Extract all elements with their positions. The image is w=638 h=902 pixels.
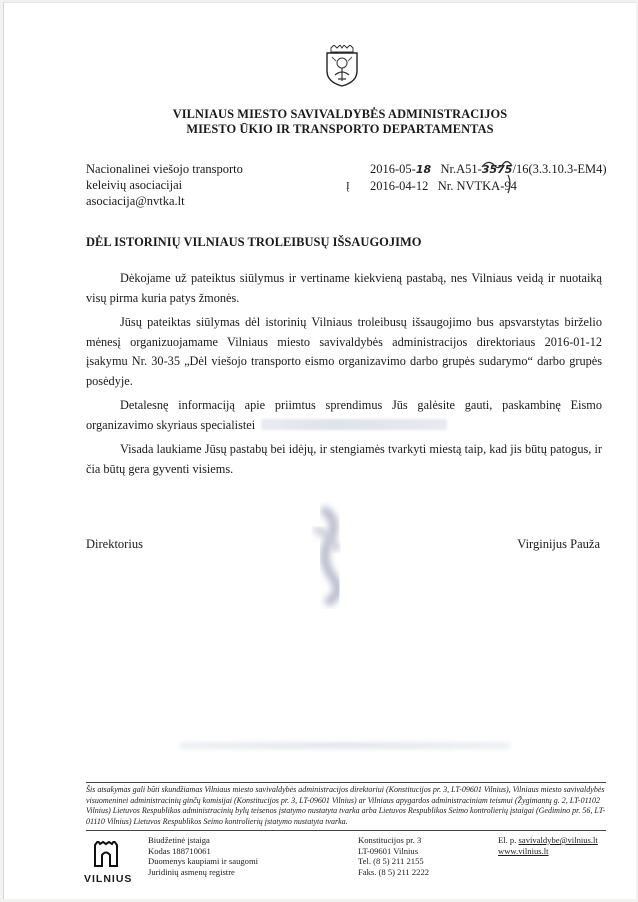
footer-web-link[interactable]: www.vilnius.lt: [498, 845, 549, 856]
footer-col1-line-2: Kodas 188710061: [148, 845, 211, 856]
redacted-name: [261, 419, 447, 430]
recipient-block: [86, 161, 243, 209]
body-paragraph-1: Dėkojame už pateiktus siūlymus ir vertiname kiekvieną pastabą, nes Vilniaus veidą ir nuotaiką visų pirma kuria patys žmonės.: [86, 271, 602, 305]
outgoing-number-prefix: Nr.A51-: [440, 162, 482, 176]
outgoing-number-suffix: /16(3.3.10.3-EM4): [512, 162, 607, 176]
body-paragraph-3-text: Detalesnę informaciją apie priimtus sprendimus Jūs galėsite gauti, paskambinę Eismo organizavimo skyriaus specialistei: [86, 398, 602, 432]
footer-col2-line-2: LT-09601 Vilnius: [358, 845, 419, 856]
incoming-number: Nr. NVTKA-94: [437, 179, 517, 193]
coat-of-arms-icon: [324, 45, 360, 87]
subject-line: DĖL ISTORINIŲ VILNIAUS TROLEIBUSŲ IŠSAUGOJIMO: [86, 235, 422, 249]
signatory-name: Virginijus Pauža: [517, 537, 600, 551]
footer-col2-line-3: Tel. (8 5) 211 2155: [358, 856, 424, 867]
footer-col1-line-4: Juridinių asmenų registre: [148, 866, 235, 877]
signatory-role: Direktorius: [86, 537, 143, 551]
footer-legal-info: [148, 835, 258, 877]
letter-page: [3, 2, 636, 899]
vilnius-logo-text: VILNIUS: [84, 873, 133, 885]
organization-heading: [4, 107, 636, 137]
footer-col1-line-1: Biudžetinė įstaiga: [148, 835, 210, 845]
redacted-line: [180, 742, 510, 749]
outgoing-date: 2016-05-: [370, 162, 416, 176]
recipient-line-1: Nacionalinei viešojo transporto: [86, 162, 243, 176]
body-paragraph-2: Jūsų pateiktas siūlymas dėl istorinių Vilniaus troleibusų išsaugojimo bus apsvarstytas birželio mėnesį organizuojamame Vilniaus miesto savivaldybės administracijos direktoriaus 2016-01-12 įsakymu Nr. 30-35 „Dėl viešojo transporto eismo organizavimo darbo grupės sudarymo“ darbo grupės posėdyje.: [86, 315, 602, 388]
recipient-email: asociacija@nvtka.lt: [86, 194, 185, 208]
letter-footer: [86, 830, 606, 891]
org-line-2: MIESTO ŪKIO IR TRANSPORTO DEPARTAMENTAS: [186, 122, 494, 136]
footer-email-row: [498, 835, 598, 846]
footer-contact-info: [498, 835, 598, 856]
body-paragraph-4: Visada laukiame Jūsų pastabų bei idėjų, ir stengiamės tvarkyti miestą taip, kad jis būtų patogus, ir čia būtų gera gyventi visiems.: [86, 442, 602, 476]
footer-col2-line-1: Konstitucijos pr. 3: [358, 835, 422, 845]
footer-address-info: [358, 835, 429, 877]
org-line-1: VILNIAUS MIESTO SAVIVALDYBĖS ADMINISTRACIJOS: [172, 107, 508, 121]
footer-email-label: El. p.: [498, 835, 519, 845]
footer-col2-line-4: Faks. (8 5) 211 2222: [358, 866, 430, 877]
incoming-date: 2016-04-12: [370, 179, 429, 193]
recipient-line-2: keleivių asociacijai: [86, 178, 183, 192]
vilnius-gate-icon: [94, 841, 118, 867]
outgoing-number-handwritten: 3575: [481, 163, 513, 176]
handwritten-annotation-icon: [478, 157, 528, 195]
letter-body: [86, 269, 602, 484]
footer-email-link[interactable]: savivaldybe@vilnius.lt: [518, 835, 598, 845]
body-paragraph-3: [86, 396, 602, 435]
appeal-notice: Šis atsakymas gali būti skundžiamas Vilniaus miesto savivaldybės administracijos direktoriui (Konstitucijos pr. 3, LT-09601 Vilnius), Vilniaus miesto savivaldybės visuomeninei administracinių ginčų komisijai (Konstitucijos pr. 3, LT-09601 Vilnius) ar Vilniaus apygardos administraciniam teismui (Žygimantų g. 2, LT-01102 Vilnius) Lietuvos Respublikos administracinių bylų teisenos įstatymo nustatyta tvarka arba Lietuvos Respublikos Seimo kontrolierių įstaigai (Gedimino pr. 56, LT-01110 Vilnius) Lietuvos Respublikos Seimo kontrolierių įstatymo nustatyta tvarka.: [86, 782, 606, 827]
incoming-marker: Į: [346, 180, 350, 192]
footer-col1-line-3: Duomenys kaupiami ir saugomi: [148, 856, 259, 867]
signature-icon: [300, 499, 356, 609]
outgoing-date-handwritten: 18: [415, 163, 432, 176]
